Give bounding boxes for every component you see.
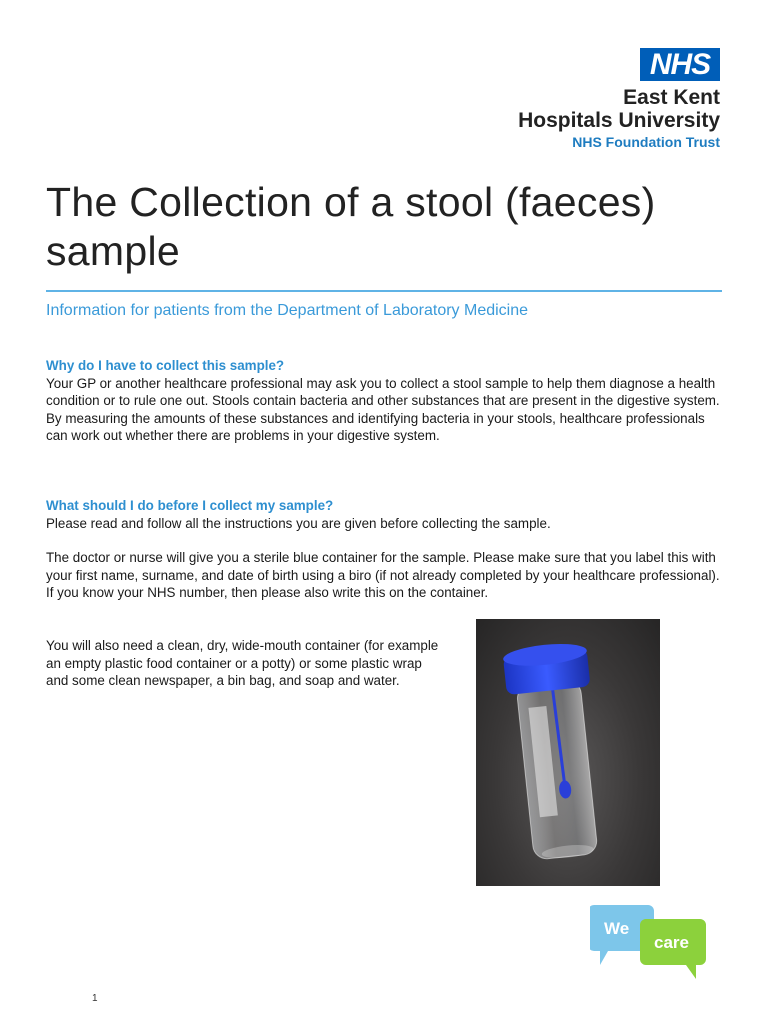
sample-container-photo	[476, 619, 660, 886]
sample-container-illustration	[476, 619, 660, 886]
title-divider	[46, 290, 722, 292]
nhs-logo: NHS	[640, 48, 720, 81]
page-number: 1	[92, 993, 98, 1004]
org-name-line1: East Kent	[623, 86, 720, 109]
section-heading: Why do I have to collect this sample?	[46, 358, 285, 373]
badge-word-care: care	[654, 933, 689, 952]
badge-word-we: We	[604, 919, 630, 938]
body-paragraph: The doctor or nurse will give you a sterile blue container for the sample. Please make sure that you label this with your first name, surname, and date of birth using a biro (if not already completed by your healthcare professional). If you know your NHS number, then please also write this on the container.	[46, 550, 720, 601]
page-subtitle: Information for patients from the Department of Laboratory Medicine	[46, 302, 529, 319]
we-care-badge	[590, 903, 714, 983]
page-title: The Collection of a stool (faeces) sample	[46, 179, 656, 274]
section-body: Your GP or another healthcare professional may ask you to collect a stool sample to help them diagnose a health condition or to rule one out. Stools contain bacteria and other substances that are present in the digestive system. By measuring the amounts of these substances and identifying bacteria in your stools, healthcare professionals can work out whether there are problems in your digestive system.	[46, 375, 720, 444]
org-name-line2: Hospitals University	[518, 109, 720, 132]
section-before-collect	[46, 497, 726, 532]
section-body: Please read and follow all the instructions you are given before collecting the sample.	[46, 515, 551, 531]
org-name-line3: NHS Foundation Trust	[572, 134, 720, 150]
paragraph-container-label	[46, 549, 726, 602]
paragraph-supplies	[46, 637, 446, 690]
section-heading: What should I do before I collect my sample?	[46, 498, 334, 513]
body-paragraph: You will also need a clean, dry, wide-mouth container (for example an empty plastic food container or a potty) or some plastic wrap and some clean newspaper, a bin bag, and soap and water.	[46, 638, 439, 689]
section-why-collect	[46, 357, 726, 445]
